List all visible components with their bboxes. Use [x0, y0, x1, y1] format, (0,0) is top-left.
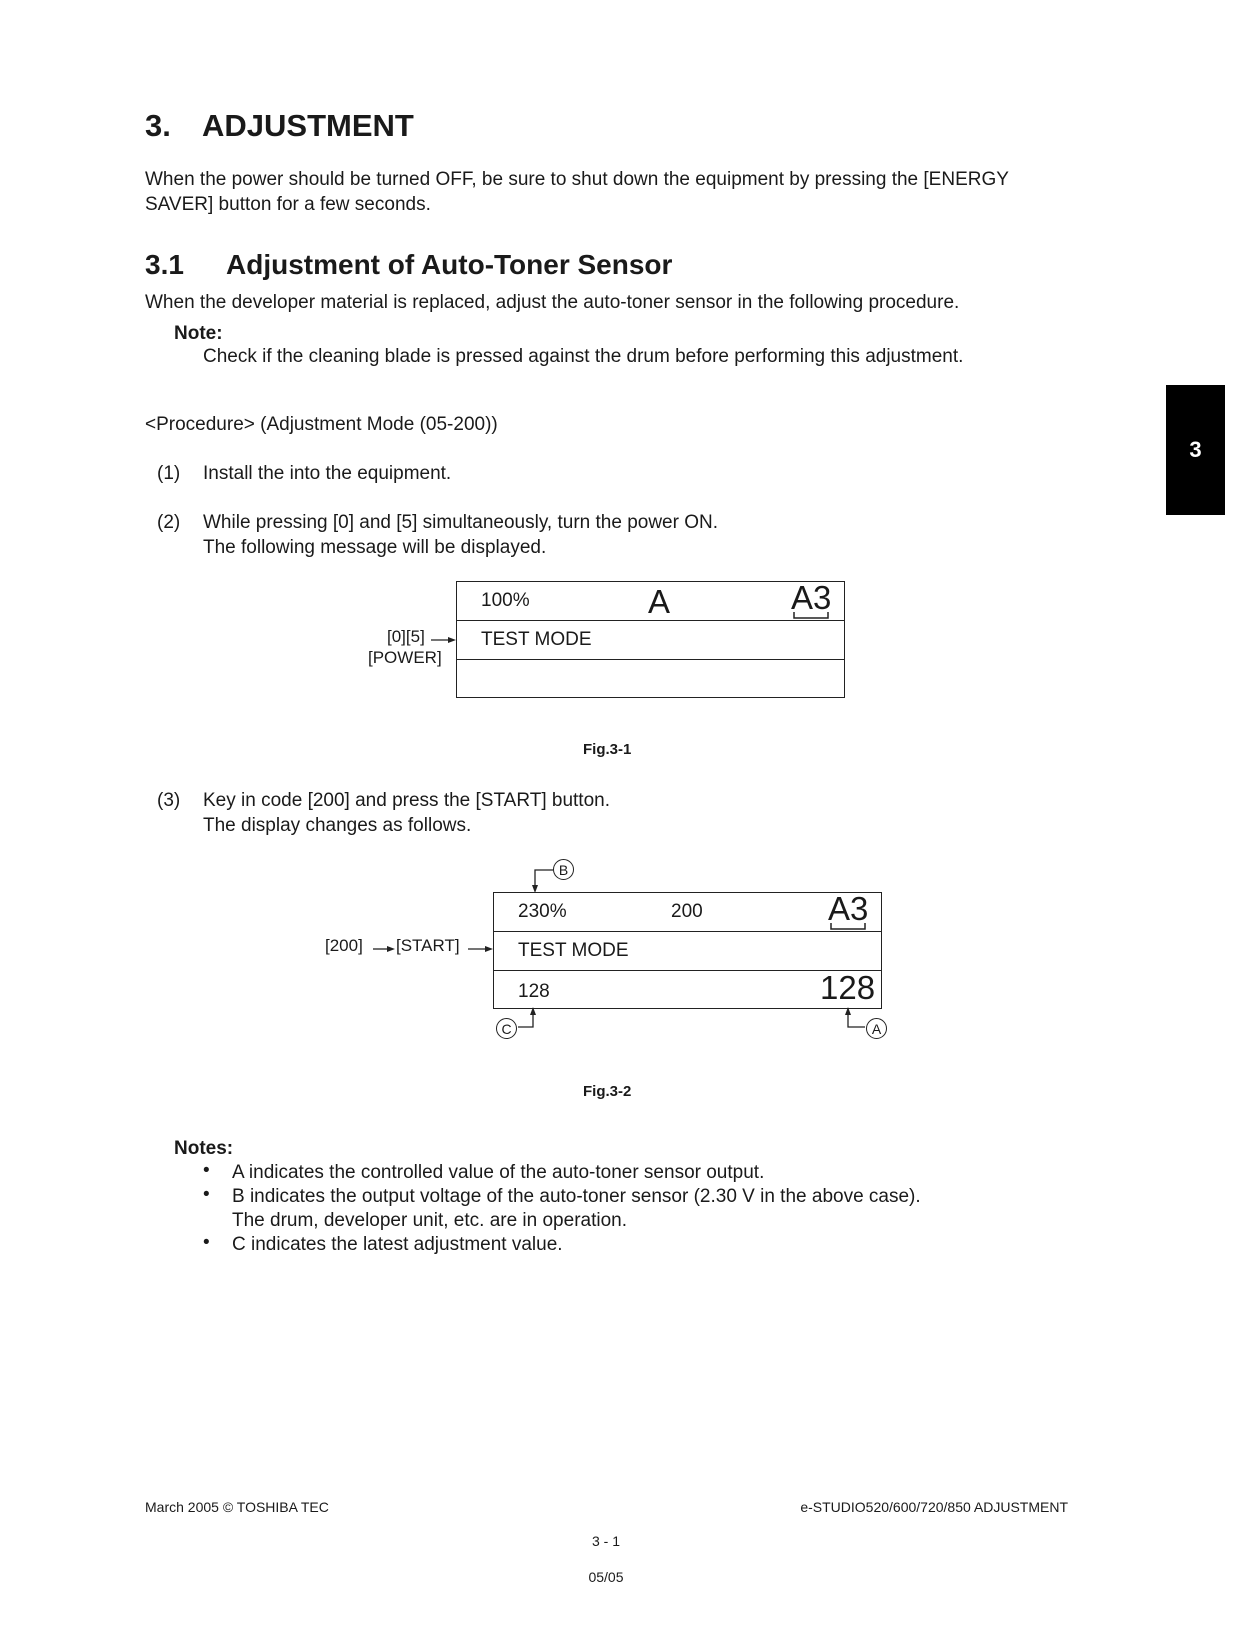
subsection-intro: When the developer material is replaced, adjust the auto-toner sensor in the following procedure.: [145, 292, 960, 313]
fig2-lcd-row-3: [494, 971, 881, 1010]
step-1-number: (1): [157, 463, 181, 484]
section-heading: [145, 108, 414, 144]
section-number: 3.: [145, 108, 171, 143]
step-3-text-2: The display changes as follows.: [203, 815, 472, 836]
step-1-text: Install the into the equipment.: [203, 463, 452, 484]
notes-bullet-3: •: [203, 1232, 210, 1253]
fig2-marker-c: C: [496, 1018, 517, 1039]
fig2-paper-size: A3: [828, 890, 869, 927]
fig2-paper-size-bracket: [830, 923, 866, 931]
fig2-lcd-row-2: [494, 932, 881, 971]
revision-code: 05/05: [588, 1569, 624, 1585]
fig1-power-label: [POWER]: [368, 648, 442, 667]
fig2-lcd-display: [493, 892, 882, 1009]
step-2-text-2: The following message will be displayed.: [203, 537, 547, 558]
procedure-title: <Procedure> (Adjustment Mode (05-200)): [145, 414, 498, 435]
step-3-text-1: Key in code [200] and press the [START] button.: [203, 790, 610, 811]
step-2-number: (2): [157, 512, 181, 533]
fig2-marker-a: A: [866, 1018, 887, 1039]
fig2-marker-a-arrow: [843, 1007, 867, 1030]
fig2-caption: Fig.3-2: [583, 1083, 632, 1100]
fig2-marker-b: B: [553, 859, 574, 880]
page-number: 3 - 1: [591, 1533, 620, 1549]
chapter-side-tab: 3: [1166, 385, 1225, 515]
notes-bullet-2: •: [203, 1184, 210, 1205]
fig2-key-arrow: [373, 945, 395, 953]
fig1-lcd-row-3: [457, 660, 844, 699]
fig1-lcd-display: [456, 581, 845, 698]
subsection-number: 3.1: [145, 249, 184, 280]
notes-item-1: A indicates the controlled value of the auto-toner sensor output.: [232, 1162, 765, 1183]
notes-item-2: B indicates the output voltage of the auto-toner sensor (2.30 V in the above case).: [232, 1186, 921, 1207]
notes-item-3: C indicates the latest adjustment value.: [232, 1234, 563, 1255]
fig2-test-mode: TEST MODE: [518, 940, 629, 961]
intro-line-2: SAVER] button for a few seconds.: [145, 194, 431, 215]
fig2-controlled-value: 128: [820, 969, 876, 1006]
fig1-caption: Fig.3-1: [583, 741, 632, 758]
fig1-test-mode: TEST MODE: [481, 629, 592, 650]
subsection-heading: [145, 249, 672, 281]
fig1-zoom-value: 100%: [481, 590, 530, 611]
notes-item-2-continued: The drum, developer unit, etc. are in operation.: [232, 1210, 628, 1231]
note-text: Check if the cleaning blade is pressed against the drum before performing this adjustment.: [203, 346, 964, 367]
intro-line-1: When the power should be turned OFF, be sure to shut down the equipment by pressing the [ENERGY: [145, 169, 1009, 190]
fig2-marker-b-arrow: [530, 868, 555, 894]
section-title: ADJUSTMENT: [202, 108, 414, 143]
step-3-number: (3): [157, 790, 181, 811]
notes-bullet-1: •: [203, 1160, 210, 1181]
fig2-code-value: 200: [671, 901, 703, 922]
note-label: Note:: [174, 323, 223, 344]
fig2-voltage-value: 230%: [518, 901, 567, 922]
fig2-lcd-row-1: [494, 890, 881, 932]
footer-left: March 2005 © TOSHIBA TEC: [145, 1499, 329, 1515]
fig2-start-label: [START]: [396, 936, 460, 955]
notes-label: Notes:: [174, 1138, 234, 1159]
fig1-lcd-row-2: [457, 621, 844, 660]
fig1-key-label: [0][5]: [387, 627, 425, 646]
fig2-key-label: [200]: [325, 936, 363, 955]
step-2-text-1: While pressing [0] and [5] simultaneously, turn the power ON.: [203, 512, 719, 533]
fig2-start-arrow: [468, 945, 493, 953]
fig2-latest-adjustment: 128: [518, 981, 550, 1002]
fig1-paper-size-bracket: [793, 612, 829, 620]
fig1-paper-size: A3: [791, 579, 832, 616]
fig1-lcd-row-1: [457, 579, 844, 621]
subsection-title: Adjustment of Auto-Toner Sensor: [226, 249, 673, 280]
footer-right: e-STUDIO520/600/720/850 ADJUSTMENT: [800, 1499, 1068, 1515]
fig1-mode-letter: A: [648, 583, 671, 620]
fig2-marker-c-arrow: [516, 1007, 538, 1030]
fig1-key-arrow: [431, 636, 456, 644]
